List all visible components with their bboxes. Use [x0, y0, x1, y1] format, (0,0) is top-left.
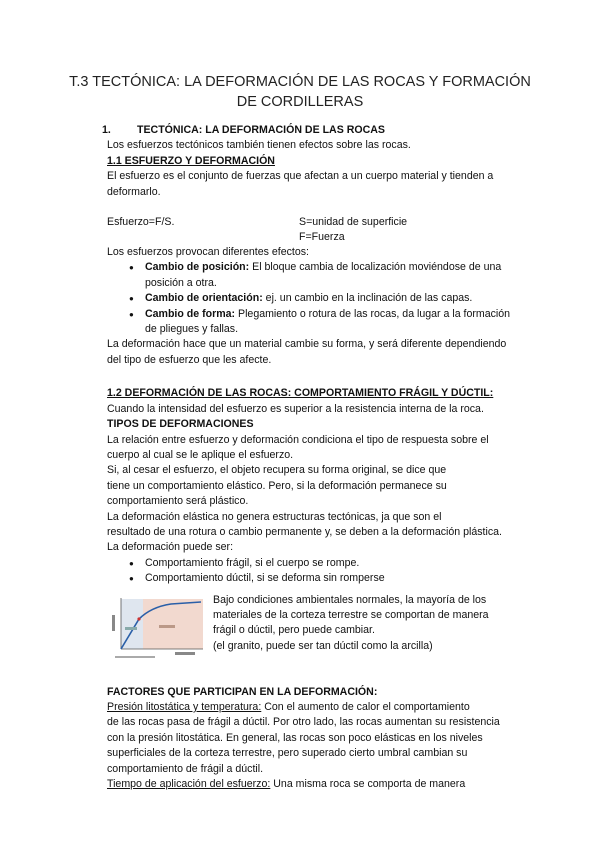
spacer: [107, 368, 532, 386]
paragraph-line: comportamiento será plástico.: [107, 495, 249, 508]
caption-line: Bajo condiciones ambientales normales, la mayoría de los: [213, 593, 487, 606]
surface-unit: S=unidad de superficie: [299, 216, 408, 229]
effects-list: [107, 260, 532, 337]
list-item: ● Comportamiento frágil, si el cuerpo se rompe.: [107, 556, 532, 571]
closing-line-1: La deformación hace que un material cambie su forma, y será diferente dependiendo: [107, 338, 507, 351]
types-heading: TIPOS DE DEFORMACIONES: [107, 418, 254, 431]
subsection-1-2-heading: 1.2 DEFORMACIÓN DE LAS ROCAS: COMPORTAMIENTO FRÁGIL Y DÚCTIL:: [107, 387, 494, 400]
paragraph-line: comportamiento de frágil a dúctil.: [107, 762, 264, 775]
formula: Esfuerzo=F/S.: [107, 216, 175, 229]
pressure-term: Presión litostática y temperatura:: [107, 700, 262, 713]
paragraph-line: La deformación elástica no genera estructuras tectónicas, ja que son el: [107, 510, 442, 523]
paragraph-line: tiene un comportamiento elástico. Pero, si la deformación permanece su: [107, 479, 447, 492]
effect-continuation: de pliegues y fallas.: [145, 323, 239, 336]
definition-line-1: El esfuerzo es el conjunto de fuerzas que afectan a un cuerpo material y tienden a: [107, 170, 494, 183]
document-title: [60, 72, 540, 112]
paragraph-line: [107, 777, 532, 792]
factors-heading: FACTORES QUE PARTICIPAN EN LA DEFORMACIÓN:: [107, 685, 378, 698]
effect-term: Cambio de orientación:: [145, 292, 263, 305]
section-1-heading: [102, 123, 532, 138]
figure-caption: [213, 593, 523, 655]
paragraph-line: de las rocas pasa de frágil a dúctil. Por otro lado, las rocas aumentan su resistencia: [107, 716, 500, 729]
paragraph-line: superficiales de la corteza terrestre, pero superado cierto umbral cambian su: [107, 747, 468, 760]
title-line-2: DE CORDILLERAS: [236, 94, 364, 110]
closing-line-2: del tipo de esfuerzo que les afecte.: [107, 353, 272, 366]
definition-line-2: deformarlo.: [107, 185, 161, 198]
list-item: [107, 307, 532, 338]
effect-text: ej. un cambio en la inclinación de las capas.: [262, 292, 473, 305]
effect-term: Cambio de posición:: [145, 261, 250, 274]
figure-row: [107, 593, 532, 663]
effects-intro: Los esfuerzos provocan diferentes efectos:: [107, 246, 309, 259]
paragraph-line: resultado de una rotura o cambio permanente y, se deben a la deformación plástica.: [107, 525, 502, 538]
paragraph-line: con la presión litostática. En general, las rocas son poco elásticas en los niveles: [107, 731, 483, 744]
time-text: Una misma roca se comporta de manera: [270, 778, 466, 790]
paragraph-line: Cuando la intensidad del esfuerzo es superior a la resistencia interna de la roca.: [107, 402, 484, 415]
caption-line: (el granito, puede ser tan dúctil como la arcilla): [213, 639, 433, 652]
force-unit: F=Fuerza: [299, 231, 345, 244]
section-1-title: TECTÓNICA: LA DEFORMACIÓN DE LAS ROCAS: [137, 124, 385, 136]
effect-text: El bloque cambia de localización moviéndose de una: [249, 261, 502, 274]
paragraph-line: La relación entre esfuerzo y deformación condiciona el tipo de respuesta sobre el: [107, 433, 489, 446]
document-body: [102, 123, 532, 792]
list-item: [107, 260, 532, 291]
stress-strain-graph: [111, 595, 207, 661]
title-line-1: T.3 TECTÓNICA: LA DEFORMACIÓN DE LAS ROCAS Y FORMACIÓN: [69, 74, 531, 90]
time-term: Tiempo de aplicación del esfuerzo:: [107, 778, 271, 790]
list-item: ● Comportamiento dúctil, si se deforma sin romperse: [107, 571, 532, 586]
caption-line: materiales de la corteza terrestre se comportan de manera: [213, 608, 489, 621]
list-item: [107, 291, 532, 306]
spacer: [107, 200, 532, 215]
paragraph-line: La deformación puede ser:: [107, 541, 234, 554]
paragraph-line: cuerpo al cual se le aplique el esfuerzo.: [107, 448, 294, 461]
behaviour-list: [107, 556, 532, 587]
section-1-number: 1.: [102, 124, 111, 136]
spacer: [107, 663, 532, 685]
effect-term: Cambio de forma:: [145, 307, 236, 320]
section-1-intro: Los esfuerzos tectónicos también tienen efectos sobre las rocas.: [107, 139, 411, 152]
paragraph-line: [107, 700, 532, 715]
formula-block: [107, 215, 532, 245]
effect-continuation: posición a otra.: [145, 276, 217, 289]
paragraph-line: Si, al cesar el esfuerzo, el objeto recupera su forma original, se dice que: [107, 464, 447, 477]
effect-text: Plegamiento o rotura de las rocas, da lugar a la formación: [235, 307, 511, 320]
pressure-text: Con el aumento de calor el comportamiento: [261, 700, 470, 713]
subsection-1-1-heading: 1.1 ESFUERZO Y DEFORMACIÓN: [107, 154, 275, 167]
caption-line: frágil o dúctil, pero puede cambiar.: [213, 624, 375, 637]
